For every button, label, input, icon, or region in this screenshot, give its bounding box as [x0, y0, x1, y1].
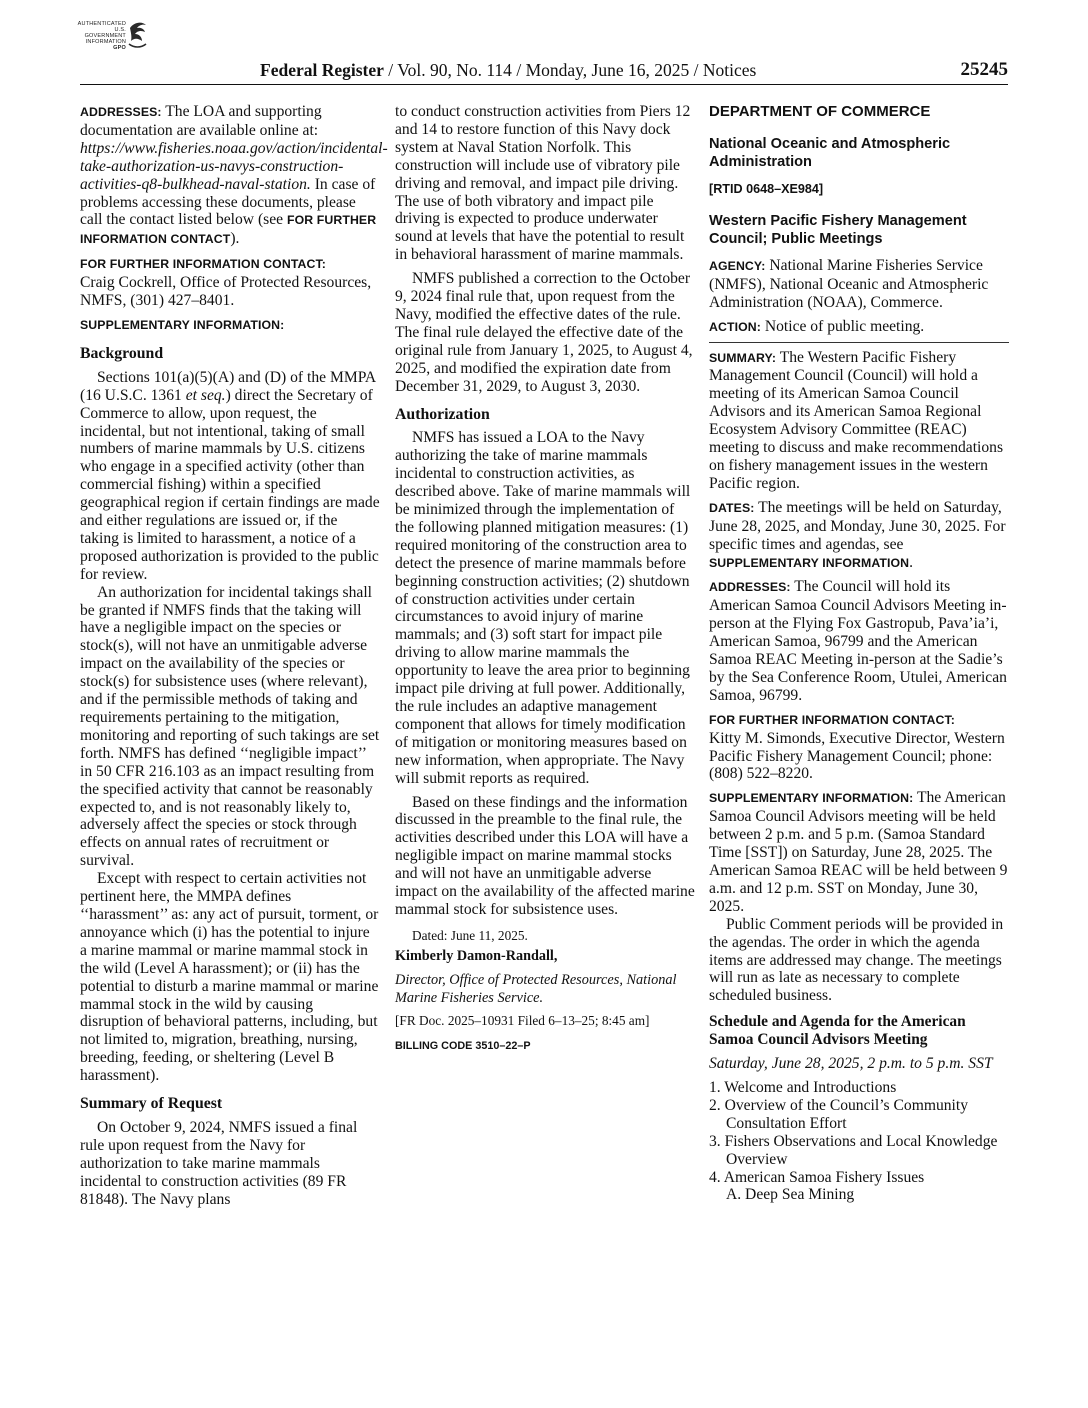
billing-code: BILLING CODE 3510–22–P [395, 1039, 531, 1052]
department-heading: DEPARTMENT OF COMMERCE [709, 103, 931, 120]
fr-doc-line: [FR Doc. 2025–10931 Filed 6–13–25; 8:45 am] [395, 1013, 650, 1029]
section-name: Notices [702, 60, 757, 80]
rtid-line: [RTID 0648–XE984] [709, 182, 824, 196]
addresses-paragraph: ADDRESSES: The Council will hold its American Samoa Council Advisors Meeting in-person at the Flying Fox Gastropub, Pava’ia’i, American Samoa, 96799 and the American Samoa REAC Meeting in-person at the Sadie’s by the Sea Conference Room, Utulei, American Samoa, 96799. [709, 578, 1007, 704]
agenda-sub-item: A. Deep Sea Mining [726, 1186, 855, 1204]
loa-url-link[interactable]: https://www.fisheries.noaa.gov/action/incidental-take-authorization-us-navys-construction-activities-q8-bulkhead-naval-station. [80, 139, 388, 193]
authorization-heading: Authorization [395, 405, 490, 423]
column-1 [80, 103, 388, 1208]
signer-name: Kimberly Damon-Randall, [395, 948, 558, 965]
public-comment-paragraph: Public Comment periods will be provided in the agendas. The order in which the agenda items are addressed may change. The meetings will run as late as necessary to complete scheduled business. [709, 915, 1004, 1005]
background-paragraph-3: Except with respect to certain activities not pertinent here, the MMPA defines ‘‘harassment’’ as: any act of pursuit, torment, or annoyance which (i) has the potential to injure a marine mammal or marine mammal stock in the wild (Level A harassment); or (ii) has the potential to disturb a marine mammal or marine mammal stock in the wild by causing disruption of behavioral patterns, including, but not limited to, migration, breathing, nursing, breeding, feeding, or sheltering (Level B harassment). [80, 870, 379, 1085]
gpo-authenticated-logo [74, 18, 148, 58]
agenda-item: 1. Welcome and Introductions [709, 1078, 897, 1096]
notice-subject: Western Pacific Fishery Management Council; Public Meetings [709, 212, 967, 247]
agenda-list [709, 1079, 1009, 1204]
column-2 [395, 103, 695, 1056]
page-header [80, 58, 1008, 85]
issue-date: Monday, June 16, 2025 [525, 60, 690, 80]
volume-issue: Vol. 90, No. 114 [397, 60, 512, 80]
publication-name: Federal Register [260, 60, 384, 80]
correction-paragraph: NMFS published a correction to the October 9, 2024 final rule that, upon request from the Navy, modified the effective dates of the rule. The final rule delayed the effective date of the original rule from January 1, 2025, to August 4, 2025, and modified the expiration date from December 31, 2029, to August 3, 2030. [395, 270, 693, 395]
background-paragraph-1: Sections 101(a)(5)(A) and (D) of the MMPA (16 U.S.C. 1361 et seq.) direct the Secretary of Commerce to allow, upon request, the incidental, but not intentional, taking of small numbers of marine mammals by U.S. citizens who engage in a specified activity (other than commercial fishing) within a specified geographical region if certain findings are made and either regulations are issued or, if the taking is limited to harassment, a notice of a proposed authorization is provided to the public for review. [80, 368, 380, 583]
background-paragraph-2: An authorization for incidental takings shall be granted if NMFS finds that the taking will have a negligible impact on the species or stock(s), will not have an unmitigable adverse impact on the availability of the species or stock(s) for subsistence uses (where relevant), and if the permissible methods of taking and requirements pertaining to the mitigation, monitoring and reporting of such takings are set forth. NMFS has defined ‘‘negligible impact’’ in 50 CFR 216.103 as an impact resulting from the specified activity that cannot be reasonably expected to, and is not reasonably likely to, adversely affect the species or stock through effects on annual rates of recruitment or survival. [80, 583, 380, 870]
authorization-paragraph-2: Based on these findings and the information discussed in the preamble to the final rule, the activities described under this LOA will have a negligible impact on marine mammal stocks and will not have an unmitigable adverse impact on the availability of the affected marine mammal stock for subsistence uses. [395, 793, 695, 918]
section-divider [709, 342, 1009, 343]
supplementary-paragraph: SUPPLEMENTARY INFORMATION: The American Samoa Council Advisors meeting will be held between 2 p.m. and 5 p.m. (Samoa Standard Time [SST]) on Saturday, June 28, 2025. The American Samoa REAC will be held between 9 a.m. and 12 p.m. SST on Monday, June 30, 2025. [709, 789, 1008, 915]
dated-line: Dated: June 11, 2025. [412, 927, 528, 943]
action-paragraph: ACTION: Notice of public meeting. [709, 317, 925, 335]
contact-paragraph: FOR FURTHER INFORMATION CONTACT: Craig Cockrell, Office of Protected Resources, NMFS, (301) 427–8401. [80, 257, 372, 310]
agency-paragraph: AGENCY: National Marine Fisheries Service (NMFS), National Oceanic and Atmospheric Administration (NOAA), Commerce. [709, 256, 989, 311]
contact-label: FOR FURTHER INFORMATION CONTACT: [80, 257, 326, 272]
agency-heading: National Oceanic and Atmospheric Administration [709, 136, 951, 170]
dates-paragraph: DATES: The meetings will be held on Saturday, June 28, 2025, and Monday, June 30, 2025. For specific times and agendas, see SUPPLEMENTARY INFORMATION. [709, 498, 1006, 571]
agenda-item: 4. American Samoa Fishery Issues [709, 1168, 925, 1186]
background-heading: Background [80, 344, 164, 362]
summary-of-request-heading: Summary of Request [80, 1095, 223, 1113]
authorization-paragraph-1: NMFS has issued a LOA to the Navy authorizing the take of marine mammals incidental to construction activities, as described above. Take of marine mammals will be minimized through the implementation of the following planned mitigation measures: (1) required monitoring of the construction area to detect the presence of marine mammals before beginning construction activities; (2) shutdown of construction activities under certain circumstances to avoid injury of marine mammals; and (3) soft start for impact pile driving to allow marine mammals the opportunity to leave the area prior to beginning impact pile driving at full power. Additionally, the rule includes an adaptive management component that allows for timely modification of mitigation or monitoring measures based on new information, when appropriate. The Navy will submit reports as required. [395, 429, 691, 787]
gpo-logo-text: AUTHENTICATED U.S. GOVERNMENT INFORMATION GPO [77, 21, 126, 51]
schedule-heading: Schedule and Agenda for the American Samoa Council Advisors Meeting [709, 1013, 966, 1049]
summary-paragraph: SUMMARY: The Western Pacific Fishery Management Council (Council) will hold a meeting of its American Samoa Council Advisors and its American Samoa Regional Ecosystem Advisory Committee (REAC) meeting to discuss and make recommendations on fishery management issues in the western Pacific region. [709, 348, 1004, 492]
signer-title: Director, Office of Protected Resources, National Marine Fisheries Service. [395, 972, 677, 1006]
page-number: 25245 [960, 59, 1008, 80]
contact-paragraph: FOR FURTHER INFORMATION CONTACT: Kitty M. Simonds, Executive Director, Western Pacific Fishery Management Council; phone: (808) 522–8220. [709, 712, 1005, 783]
agenda-item: 3. Fishers Observations and Local Knowledge Overview [709, 1132, 998, 1168]
addresses-paragraph: ADDRESSES: The LOA and supporting documentation are available online at: https://www.fisheries.noaa.gov/action/incidental-take-authorization-us-navys-construction-activities-q8-bulkhead-naval-station. In case of problems accessing these documents, please call the contact listed below (see FOR FURTHER INFORMATION CONTACT). [80, 103, 388, 248]
summary-paragraph-1: On October 9, 2024, NMFS issued a final rule upon request from the Navy for authorization to take marine mammals incidental to construction activities (89 FR 81848). The Navy plans [80, 1118, 358, 1208]
continued-paragraph: to conduct construction activities from Piers 12 and 14 to restore function of this Navy dock system at Naval Station Norfolk. This construction will include use of vibratory pile driving and removal, and impact pile driving. The use of both vibratory and impact pile driving is expected to produce underwater sound at levels that have the potential to result in behavioral harassment of marine mammals. [395, 103, 691, 264]
column-3 [709, 103, 1009, 1204]
header-citation: Federal Register / Vol. 90, No. 114 / Monday, June 16, 2025 / Notices [260, 60, 757, 80]
addresses-label: ADDRESSES: [80, 105, 162, 119]
agenda-item: 2. Overview of the Council’s Community Consultation Effort [709, 1096, 969, 1132]
schedule-date: Saturday, June 28, 2025, 2 p.m. to 5 p.m. SST [709, 1055, 993, 1073]
supplementary-label: SUPPLEMENTARY INFORMATION: [80, 317, 285, 332]
gpo-eagle-icon [126, 20, 148, 52]
